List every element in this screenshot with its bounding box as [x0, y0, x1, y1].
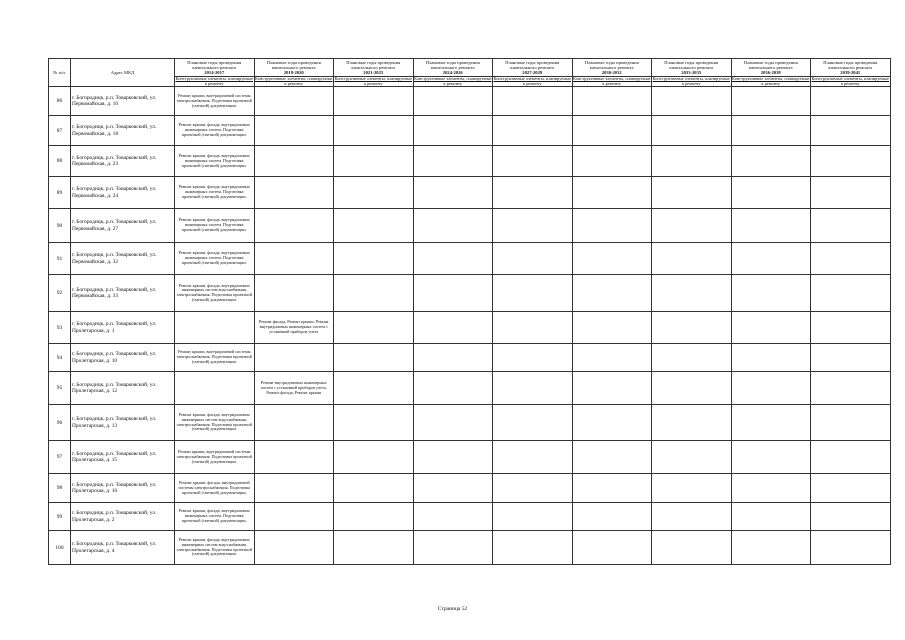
row-address: г. Богородицк, р.п. Товарковский, ул. Первомайская, д. 27 [71, 209, 175, 243]
empty-period-cell [731, 441, 811, 474]
works-2014-2017: Ремонт крыши, фасада, внутридомовых инженерных систем. Подготовка проектной (сметной) документации. [175, 209, 255, 243]
row-address: г. Богородицк, р.п. Товарковский, ул. Пролетарская, д. 1 [71, 312, 175, 344]
works-2014-2017: Ремонт крыши, внутридомовой системы электроснабжения. Подготовка проектной (сметной) документации. [175, 344, 255, 372]
header-subtitle [731, 77, 811, 87]
works-2018-2020: Ремонт внутридомовых инженерных систем с установкой приборов учета, Ремонт фасада, Ремонт крыши [254, 372, 334, 405]
empty-period-cell [493, 503, 573, 531]
empty-period-cell [493, 275, 573, 312]
row-number: 93 [49, 312, 71, 344]
row-number: 88 [49, 146, 71, 177]
period-title: Плановые годы проведения капитального ремонта [187, 60, 242, 70]
period-subtitle: Конструктивные элементы, планируемые к ремонту [732, 76, 810, 86]
empty-period-cell [652, 344, 732, 372]
period-title: Плановые годы проведения капитального ремонта [584, 60, 639, 70]
empty-period-cell [413, 312, 493, 344]
capital-repair-table [48, 58, 891, 565]
empty-period-cell [811, 372, 891, 405]
works-2014-2017: Ремонт крыши, внутридомовой системы электроснабжения. Подготовка проектной (сметной) документации. [175, 441, 255, 474]
row-address: г. Богородицк, р.п. Товарковский, ул. Пролетарская, д. 12 [71, 372, 175, 405]
period-title: Плановые годы проведения капитального ремонта [346, 60, 401, 70]
row-address: г. Богородицк, р.п. Товарковский, ул. Пролетарская, д. 4 [71, 531, 175, 565]
empty-period-cell [493, 177, 573, 209]
empty-period-cell [334, 275, 414, 312]
empty-period-cell [652, 275, 732, 312]
empty-period-cell [413, 87, 493, 116]
row-address: г. Богородицк, р.п. Товарковский, ул. Первомайская, д. 23 [71, 146, 175, 177]
row-number: 95 [49, 372, 71, 405]
row-address: г. Богородицк, р.п. Товарковский, ул. Пролетарская, д. 15 [71, 441, 175, 474]
works-2014-2017: Ремонт крыши, фасада, внутридомовых инженерных систем. Подготовка проектной (сметной) документации. [175, 146, 255, 177]
header-period [652, 59, 732, 77]
row-number: 92 [49, 275, 71, 312]
table-row [49, 146, 891, 177]
empty-period-cell [811, 146, 891, 177]
row-address: г. Богородицк, р.п. Товарковский, ул. Первомайская, д. 18 [71, 116, 175, 146]
empty-period-cell [731, 243, 811, 275]
row-address: г. Богородицк, р.п. Товарковский, ул. Пролетарская, д. 10 [71, 344, 175, 372]
header-subtitle [811, 77, 891, 87]
period-title: Плановые годы проведения капитального ремонта [505, 60, 560, 70]
empty-period-cell [572, 177, 652, 209]
works-2014-2017: Ремонт крыши, фасада, внутридомовых инженерных систем. Подготовка проектной (сметной) документации. [175, 503, 255, 531]
empty-period-cell [493, 441, 573, 474]
works-2014-2017: Ремонт крыши, внутридомовой системы электроснабжения. Подготовка проектной (сметной) документации. [175, 87, 255, 116]
empty-period-cell [334, 441, 414, 474]
row-number: 99 [49, 503, 71, 531]
empty-period-cell [731, 177, 811, 209]
empty-period-cell [652, 209, 732, 243]
row-address: г. Богородицк, р.п. Товарковский, ул. Пролетарская, д. 13 [71, 405, 175, 441]
works-2014-2017 [175, 312, 255, 344]
empty-period-cell [334, 243, 414, 275]
header-subtitle [413, 77, 493, 87]
empty-period-cell [811, 344, 891, 372]
empty-period-cell [731, 312, 811, 344]
table-row [49, 372, 891, 405]
empty-period-cell [413, 177, 493, 209]
header-num: № п/п. [49, 59, 71, 87]
empty-period-cell [731, 275, 811, 312]
works-2014-2017 [175, 372, 255, 405]
empty-period-cell [413, 275, 493, 312]
header-subtitle [175, 77, 255, 87]
empty-period-cell [652, 312, 732, 344]
row-number: 87 [49, 116, 71, 146]
empty-period-cell [731, 372, 811, 405]
header-period [175, 59, 255, 77]
empty-period-cell [334, 405, 414, 441]
table-row [49, 116, 891, 146]
header-subtitle [334, 77, 414, 87]
empty-period-cell [652, 503, 732, 531]
row-address: г. Богородицк, р.п. Товарковский, ул. Пролетарская, д. 16 [71, 474, 175, 503]
empty-period-cell [334, 116, 414, 146]
document-sheet [48, 58, 889, 565]
empty-period-cell [811, 243, 891, 275]
empty-period-cell [413, 243, 493, 275]
empty-period-cell [493, 87, 573, 116]
empty-period-cell [413, 209, 493, 243]
works-2014-2017: Ремонт крыши, фасада, внутридомовых инженерных систем водоснабжения, электроснабжения. Подготовка проектной (сметной) документации. [175, 405, 255, 441]
table-row [49, 503, 891, 531]
empty-period-cell [731, 344, 811, 372]
period-subtitle: Конструктивные элементы, планируемые к ремонту [652, 76, 730, 86]
period-years: 2033-2035 [681, 70, 702, 75]
period-subtitle: Конструктивные элементы, планируемые к ремонту [573, 76, 651, 86]
empty-period-cell [413, 405, 493, 441]
empty-period-cell [811, 474, 891, 503]
period-years: 2030-2032 [601, 70, 622, 75]
empty-period-cell [413, 531, 493, 565]
header-subtitle [572, 77, 652, 87]
works-2018-2020 [254, 531, 334, 565]
row-number: 94 [49, 344, 71, 372]
works-2014-2017: Ремонт крыши, фасада, внутридомовой системы электроснабжения. Подготовка проектной (сметной) документации. [175, 474, 255, 503]
row-address: г. Богородицк, р.п. Товарковский, ул. Пролетарская, д. 2 [71, 503, 175, 531]
empty-period-cell [334, 312, 414, 344]
row-number: 96 [49, 405, 71, 441]
empty-period-cell [413, 116, 493, 146]
works-2018-2020 [254, 275, 334, 312]
empty-period-cell [572, 275, 652, 312]
period-title: Плановые годы проведения капитального ремонта [266, 60, 321, 70]
period-subtitle: Конструктивные элементы, планируемые к ремонту [255, 76, 333, 86]
empty-period-cell [572, 209, 652, 243]
period-years: 2024-2026 [442, 70, 463, 75]
table-row [49, 441, 891, 474]
empty-period-cell [652, 116, 732, 146]
works-2018-2020 [254, 116, 334, 146]
row-address: г. Богородицк, р.п. Товарковский, ул. Первомайская, д. 32 [71, 243, 175, 275]
period-years: 2039-2041 [840, 70, 861, 75]
table-row [49, 177, 891, 209]
works-2018-2020: Ремонт фасада, Ремонт крыши, Ремонт внутридомовых инженерных систем с установкой приборов учета [254, 312, 334, 344]
page-number: Страница 52 [437, 606, 468, 612]
empty-period-cell [413, 441, 493, 474]
table-row [49, 312, 891, 344]
empty-period-cell [334, 87, 414, 116]
empty-period-cell [493, 372, 573, 405]
works-2018-2020 [254, 209, 334, 243]
empty-period-cell [334, 372, 414, 405]
empty-period-cell [811, 312, 891, 344]
header-period [334, 59, 414, 77]
header-period [572, 59, 652, 77]
table-row [49, 405, 891, 441]
works-2014-2017: Ремонт крыши, фасада, внутридомовых инженерных систем водоснабжения, электроснабжения. Подготовка проектной (сметной) документации. [175, 275, 255, 312]
empty-period-cell [731, 116, 811, 146]
period-title: Плановые годы проведения капитального ремонта [664, 60, 719, 70]
empty-period-cell [493, 405, 573, 441]
empty-period-cell [652, 405, 732, 441]
works-2018-2020 [254, 474, 334, 503]
empty-period-cell [652, 372, 732, 405]
empty-period-cell [413, 344, 493, 372]
empty-period-cell [652, 146, 732, 177]
empty-period-cell [572, 441, 652, 474]
empty-period-cell [334, 209, 414, 243]
header-subtitle [493, 77, 573, 87]
empty-period-cell [413, 503, 493, 531]
row-number: 97 [49, 441, 71, 474]
empty-period-cell [493, 209, 573, 243]
period-years: 2036-2038 [760, 70, 781, 75]
table-row [49, 344, 891, 372]
period-subtitle: Конструктивные элементы, планируемые к ремонту [334, 76, 412, 86]
works-2018-2020 [254, 87, 334, 116]
empty-period-cell [572, 312, 652, 344]
empty-period-cell [493, 312, 573, 344]
period-subtitle: Конструктивные элементы, планируемые к ремонту [811, 76, 889, 86]
period-title: Плановые годы проведения капитального ремонта [823, 60, 878, 70]
table-body [49, 87, 891, 565]
header-subtitle [254, 77, 334, 87]
row-address: г. Богородицк, р.п. Товарковский, ул. Первомайская, д. 24 [71, 177, 175, 209]
works-2018-2020 [254, 344, 334, 372]
empty-period-cell [731, 209, 811, 243]
empty-period-cell [572, 87, 652, 116]
empty-period-cell [572, 405, 652, 441]
header-subtitle [652, 77, 732, 87]
period-title: Плановые годы проведения капитального ремонта [743, 60, 798, 70]
empty-period-cell [572, 344, 652, 372]
works-2018-2020 [254, 177, 334, 209]
header-period [413, 59, 493, 77]
empty-period-cell [731, 503, 811, 531]
header-period [493, 59, 573, 77]
works-2014-2017: Ремонт крыши, фасада, внутридомовых инженерных систем водоснабжения, электроснабжения. Подготовка проектной (сметной) документации. [175, 531, 255, 565]
empty-period-cell [731, 405, 811, 441]
table-row [49, 275, 891, 312]
empty-period-cell [811, 209, 891, 243]
works-2014-2017: Ремонт крыши, фасада, внутридомовых инженерных систем. Подготовка проектной (сметной) документации. [175, 177, 255, 209]
works-2018-2020 [254, 405, 334, 441]
works-2018-2020 [254, 441, 334, 474]
table-row [49, 87, 891, 116]
empty-period-cell [334, 531, 414, 565]
empty-period-cell [652, 474, 732, 503]
period-title: Плановые годы проведения капитального ремонта [425, 60, 480, 70]
header-address: Адрес МКД [71, 59, 175, 87]
header-row-elements [49, 77, 891, 87]
period-subtitle: Конструктивные элементы, планируемые к ремонту [414, 76, 492, 86]
header-period [811, 59, 891, 77]
empty-period-cell [572, 116, 652, 146]
empty-period-cell [413, 146, 493, 177]
empty-period-cell [652, 243, 732, 275]
empty-period-cell [493, 116, 573, 146]
empty-period-cell [731, 531, 811, 565]
row-number: 100 [49, 531, 71, 565]
row-address: г. Богородицк, р.п. Товарковский, ул. Первомайская, д. 33 [71, 275, 175, 312]
period-subtitle: Конструктивные элементы, планируемые к ремонту [175, 76, 253, 86]
period-years: 2014-2017 [204, 70, 225, 75]
works-2018-2020 [254, 503, 334, 531]
empty-period-cell [811, 177, 891, 209]
empty-period-cell [413, 372, 493, 405]
empty-period-cell [652, 531, 732, 565]
header-period [731, 59, 811, 77]
empty-period-cell [572, 531, 652, 565]
row-address: г. Богородицк, р.п. Товарковский, ул. Первомайская, д. 16 [71, 87, 175, 116]
period-years: 2021-2023 [363, 70, 384, 75]
empty-period-cell [334, 146, 414, 177]
row-number: 91 [49, 243, 71, 275]
empty-period-cell [493, 531, 573, 565]
row-number: 89 [49, 177, 71, 209]
works-2014-2017: Ремонт крыши, фасада, внутридомовых инженерных систем. Подготовка проектной (сметной) документации. [175, 243, 255, 275]
period-years: 2018-2020 [283, 70, 304, 75]
empty-period-cell [811, 405, 891, 441]
empty-period-cell [572, 243, 652, 275]
empty-period-cell [811, 531, 891, 565]
empty-period-cell [572, 372, 652, 405]
empty-period-cell [572, 503, 652, 531]
empty-period-cell [731, 474, 811, 503]
empty-period-cell [811, 275, 891, 312]
header-period [254, 59, 334, 77]
empty-period-cell [493, 243, 573, 275]
empty-period-cell [731, 87, 811, 116]
works-2014-2017: Ремонт крыши, фасада, внутридомовых инженерных систем. Подготовка проектной (сметной) документации. [175, 116, 255, 146]
empty-period-cell [334, 474, 414, 503]
empty-period-cell [572, 146, 652, 177]
row-number: 90 [49, 209, 71, 243]
empty-period-cell [493, 474, 573, 503]
works-2018-2020 [254, 243, 334, 275]
empty-period-cell [334, 177, 414, 209]
empty-period-cell [652, 441, 732, 474]
empty-period-cell [811, 116, 891, 146]
empty-period-cell [652, 177, 732, 209]
empty-period-cell [731, 146, 811, 177]
table-row [49, 531, 891, 565]
row-number: 98 [49, 474, 71, 503]
empty-period-cell [811, 87, 891, 116]
period-years: 2027-2029 [522, 70, 543, 75]
row-number: 86 [49, 87, 71, 116]
period-subtitle: Конструктивные элементы, планируемые к ремонту [493, 76, 571, 86]
table-row [49, 243, 891, 275]
empty-period-cell [811, 441, 891, 474]
empty-period-cell [493, 344, 573, 372]
empty-period-cell [334, 503, 414, 531]
empty-period-cell [572, 474, 652, 503]
empty-period-cell [493, 146, 573, 177]
empty-period-cell [811, 503, 891, 531]
empty-period-cell [652, 87, 732, 116]
table-row [49, 209, 891, 243]
empty-period-cell [413, 474, 493, 503]
table-row [49, 474, 891, 503]
works-2018-2020 [254, 146, 334, 177]
header-row-periods [49, 59, 891, 77]
empty-period-cell [334, 344, 414, 372]
